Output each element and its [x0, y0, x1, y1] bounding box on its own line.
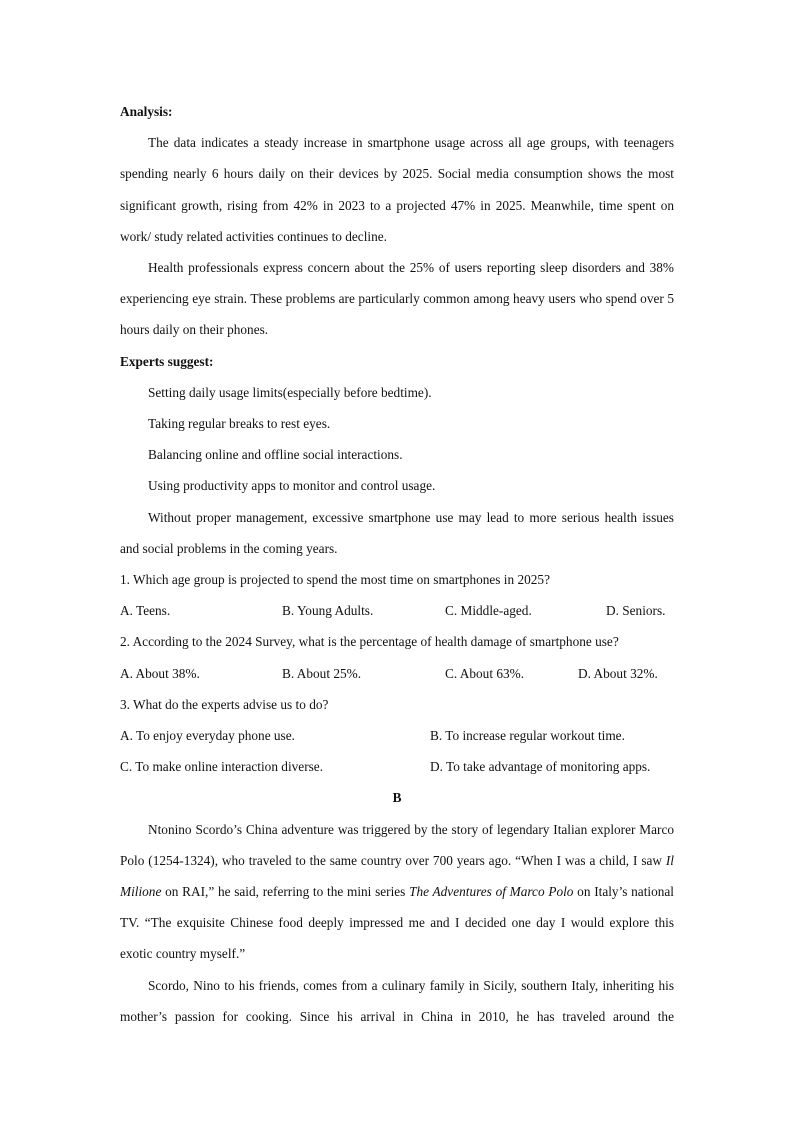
document-page	[120, 96, 674, 1032]
expert-suggestion-4: Using productivity apps to monitor and control usage.	[148, 478, 436, 494]
question-3-options-row2	[120, 751, 674, 782]
question-3-options-row1	[120, 720, 674, 751]
p1-text-1: Ntonino Scordo’s China adventure was triggered by the story of legendary Italian explorer Marco Polo (1254-1324), who traveled to the same country over 700 years ago. “When I was a child, I saw	[120, 821, 674, 868]
analysis-paragraph-2: Health professionals express concern about the 25% of users reporting sleep disorders and 38% experiencing eye strain. These problems are particularly common among heavy users who spend over 5 hours daily on their phones.	[120, 260, 674, 338]
q3-option-d[interactable]: D. To take advantage of monitoring apps.	[430, 759, 651, 775]
question-2-options	[120, 658, 674, 689]
q2-option-d[interactable]: D. About 32%.	[578, 665, 658, 681]
question-1-stem: 1. Which age group is projected to spend the most time on smartphones in 2025?	[120, 572, 550, 588]
q1-option-c[interactable]: C. Middle-aged.	[445, 603, 532, 619]
q2-option-c[interactable]: C. About 63%.	[445, 665, 525, 681]
q2-option-a[interactable]: A. About 38%.	[120, 665, 200, 681]
q3-option-b[interactable]: B. To increase regular workout time.	[430, 728, 625, 744]
question-1-options	[120, 595, 674, 626]
expert-suggestion-3: Balancing online and offline social interactions.	[148, 447, 403, 463]
p1-italic-title-1: Il Milione	[120, 852, 674, 900]
expert-suggestion-1: Setting daily usage limits(especially before bedtime).	[148, 384, 432, 400]
q1-option-d[interactable]: D. Seniors.	[606, 603, 666, 619]
section-b-label: B	[392, 790, 402, 806]
q3-option-c[interactable]: C. To make online interaction diverse.	[120, 759, 324, 775]
p1-italic-title-2: The Adventures of Marco Polo	[409, 884, 574, 900]
p1-text-3: on Italy’s national TV. “The exquisite Chinese food deeply impressed me and I decided one day I would explore this exotic country myself.”	[120, 884, 674, 962]
p1-text-2: on RAI,” he said, referring to the mini series	[161, 884, 410, 900]
experts-closing: Without proper management, excessive smartphone use may lead to more serious health issues and social problems in the coming years.	[120, 509, 674, 556]
section-b-paragraph-1	[120, 814, 674, 970]
expert-suggestion-2: Taking regular breaks to rest eyes.	[148, 416, 331, 432]
q1-option-b[interactable]: B. Young Adults.	[282, 603, 374, 619]
analysis-paragraph-1: The data indicates a steady increase in smartphone usage across all age groups, with teenagers spending nearly 6 hours daily on their devices by 2025. Social media consumption shows the most significant growth, rising from 42% in 2023 to a projected 47% in 2025. Meanwhile, time spent on work/ study related activities continues to decline.	[120, 135, 674, 244]
q3-option-a[interactable]: A. To enjoy everyday phone use.	[120, 728, 295, 744]
question-2-stem: 2. According to the 2024 Survey, what is the percentage of health damage of smartphone use?	[120, 634, 619, 650]
section-b-paragraph-2: Scordo, Nino to his friends, comes from a culinary family in Sicily, southern Italy, inheriting his mother’s passion for cooking. Since his arrival in China in 2010, he has traveled around the	[120, 977, 674, 1024]
q2-option-b[interactable]: B. About 25%.	[282, 665, 362, 681]
question-3-stem: 3. What do the experts advise us to do?	[120, 696, 329, 712]
q1-option-a[interactable]: A. Teens.	[120, 603, 171, 619]
experts-heading: Experts suggest:	[120, 353, 214, 369]
analysis-heading: Analysis:	[120, 104, 173, 119]
